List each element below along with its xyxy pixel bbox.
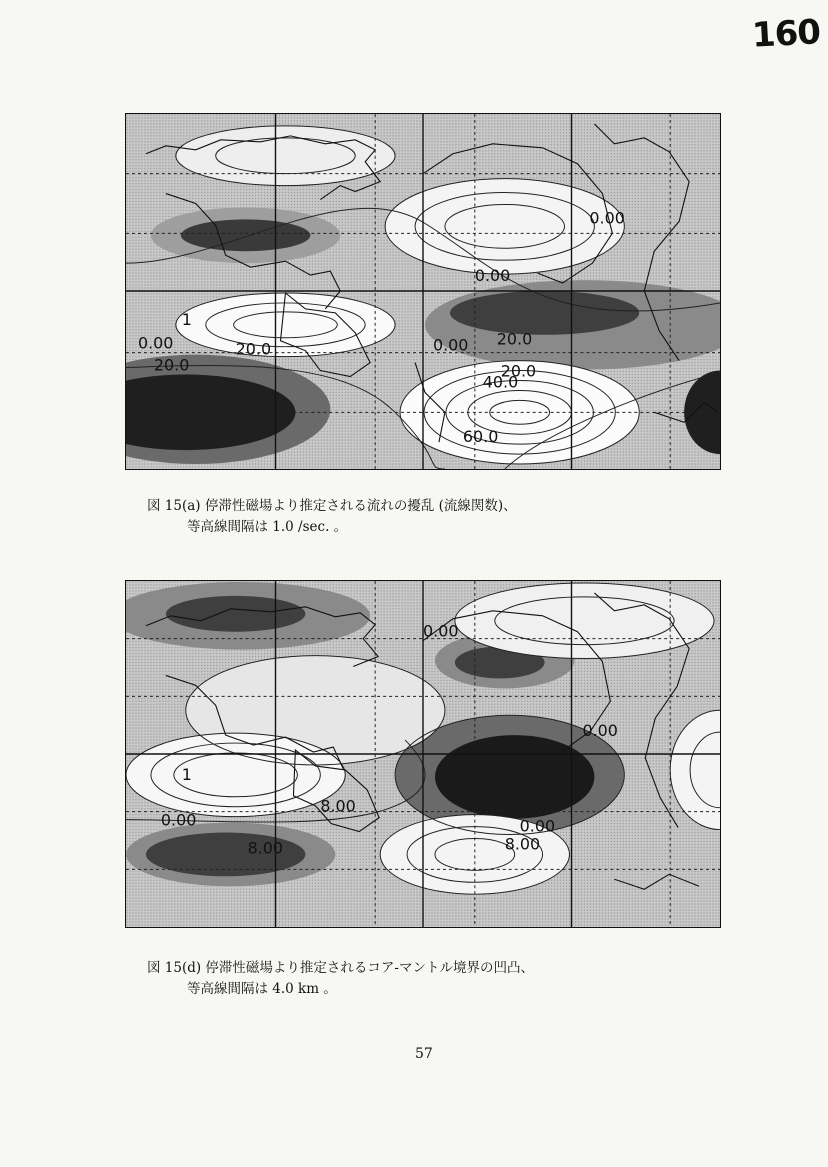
figure-a-caption [147, 496, 517, 538]
figure-d-contour-map [125, 580, 721, 928]
contour-label: 20.0 [235, 339, 272, 359]
contour-label: 0.00 [160, 810, 197, 830]
contour-label: 0.00 [519, 816, 556, 836]
contour-label: 20.0 [153, 355, 190, 375]
contour-label: 0.00 [474, 266, 511, 286]
contour-label: 0.00 [582, 721, 618, 741]
high-region-core [166, 596, 306, 632]
contour-label: 20.0 [500, 361, 537, 381]
high-region-core [181, 219, 311, 251]
figure-a-caption-line2: 等高線間隔は 1.0 /sec. 。 [187, 519, 348, 535]
figure-a-contour-map [125, 113, 721, 470]
high-region-core [435, 735, 594, 819]
figure-d-caption [147, 958, 534, 1000]
contour-label: 0.00 [137, 333, 174, 353]
contour-label: 8.00 [504, 834, 541, 854]
low-region [455, 583, 714, 659]
contour-label: 60.0 [462, 427, 499, 447]
contour-label: 8.00 [247, 838, 284, 858]
figure-a-caption-line1: 図 15(a) 停滞性磁場より推定される流れの擾乱 (流線関数)、 [147, 498, 517, 514]
contour-label: 8.00 [320, 796, 356, 816]
high-region-core [450, 291, 639, 335]
contour-label: 20.0 [496, 329, 533, 349]
handwritten-page-number: 160 [750, 12, 821, 56]
figure-d-caption-line2: 等高線間隔は 4.0 km 。 [187, 981, 337, 997]
contour-label: 0.00 [423, 621, 459, 641]
contour-label: 1 [181, 764, 192, 784]
contour-label: 0.00 [589, 208, 625, 228]
contour-label: 1 [181, 309, 192, 329]
page-number: 57 [415, 1046, 433, 1062]
contour-label: 0.00 [432, 335, 469, 355]
figure-d-caption-line1: 図 15(d) 停滞性磁場より推定されるコア-マントル境界の凹凸、 [147, 960, 534, 976]
contour-label: 40.0 [482, 372, 519, 392]
